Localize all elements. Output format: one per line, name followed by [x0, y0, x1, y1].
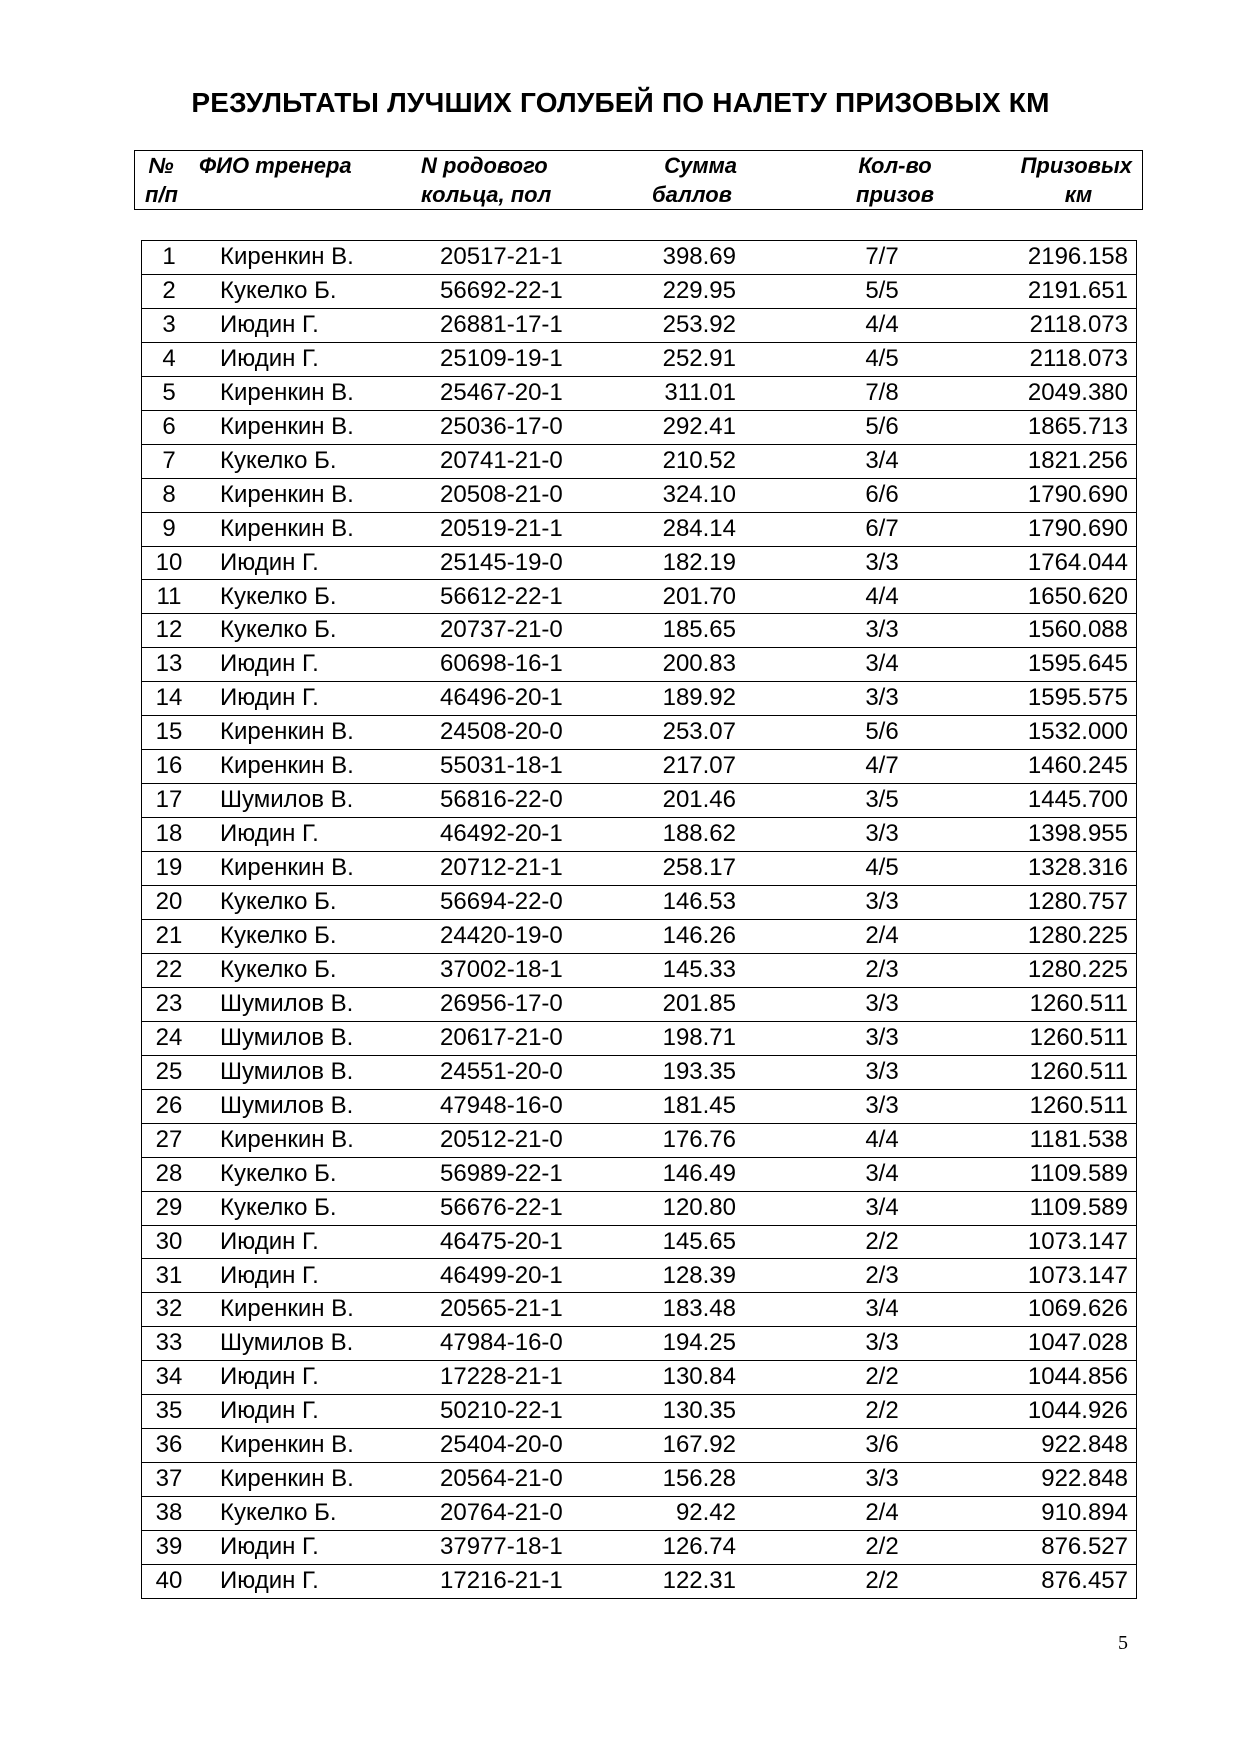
header-num-line1: №: [148, 153, 174, 178]
trainer-name: Июдин Г.: [220, 1363, 319, 1391]
trainer-name: Кукелко Б.: [220, 1193, 337, 1221]
trainer-name: Киренкин В.: [220, 412, 354, 440]
table-row: [142, 411, 1136, 445]
points-sum: 130.35: [662, 1397, 736, 1425]
prize-km: 1595.645: [1027, 650, 1128, 678]
ring-number: 46496-20-1: [440, 684, 563, 712]
points-sum: 92.42: [675, 1499, 736, 1527]
ring-number: 20565-21-1: [440, 1295, 563, 1323]
ring-number: 46499-20-1: [440, 1261, 563, 1289]
points-sum: 252.91: [662, 344, 736, 372]
prizes-count: 3/3: [865, 1057, 899, 1085]
row-number: 5: [162, 378, 176, 406]
points-sum: 201.85: [662, 989, 736, 1017]
header-prizes-line2: призов: [856, 182, 934, 207]
points-sum: 198.71: [662, 1023, 736, 1051]
prizes-count: 4/5: [865, 344, 899, 372]
ring-number: 20508-21-0: [440, 480, 563, 508]
prizes-count: 4/4: [865, 582, 899, 610]
prizes-count: 2/2: [865, 1397, 899, 1425]
prizes-count: 3/3: [865, 616, 899, 644]
trainer-name: Июдин Г.: [220, 1261, 319, 1289]
points-sum: 126.74: [662, 1533, 736, 1561]
prizes-count: 3/4: [865, 1193, 899, 1221]
table-row: [142, 1056, 1136, 1090]
prizes-count: 4/5: [865, 854, 899, 882]
ring-number: 24420-19-0: [440, 922, 563, 949]
ring-number: 50210-22-1: [440, 1397, 563, 1425]
points-sum: 201.70: [662, 582, 736, 610]
points-sum: 130.84: [662, 1363, 736, 1391]
row-number: 36: [155, 1431, 183, 1459]
trainer-name: Киренкин В.: [220, 752, 354, 780]
trainer-name: Киренкин В.: [220, 1295, 354, 1323]
prizes-count: 3/3: [865, 1329, 899, 1357]
header-km-line1: Призовых: [1020, 153, 1132, 178]
prize-km: 922.848: [1041, 1431, 1128, 1459]
header-name: ФИО тренера: [199, 153, 352, 178]
prize-km: 1595.575: [1027, 684, 1128, 712]
table-row: [142, 920, 1136, 954]
results-table: [141, 240, 1137, 1599]
points-sum: 146.49: [662, 1159, 736, 1187]
trainer-name: Июдин Г.: [220, 820, 319, 848]
ring-number: 46492-20-1: [440, 820, 563, 848]
ring-number: 56694-22-0: [440, 888, 563, 916]
trainer-name: Июдин Г.: [220, 1567, 319, 1595]
table-row: [142, 309, 1136, 343]
trainer-name: Киренкин В.: [220, 1431, 354, 1459]
table-row: [142, 682, 1136, 716]
trainer-name: Кукелко Б.: [220, 446, 337, 474]
row-number: 21: [155, 922, 183, 949]
table-row: [142, 1124, 1136, 1158]
trainer-name: Кукелко Б.: [220, 888, 337, 916]
ring-number: 60698-16-1: [440, 650, 563, 678]
prize-km: 1445.700: [1027, 786, 1128, 814]
prize-km: 1280.757: [1027, 888, 1128, 916]
prizes-count: 3/4: [865, 1159, 899, 1187]
prize-km: 1460.245: [1027, 752, 1128, 780]
table-row: [142, 614, 1136, 648]
table-row: [142, 1531, 1136, 1565]
table-row: [142, 648, 1136, 682]
prize-km: 876.527: [1041, 1533, 1128, 1561]
ring-number: 17228-21-1: [440, 1363, 563, 1391]
table-row: [142, 1158, 1136, 1192]
points-sum: 146.26: [662, 922, 736, 949]
trainer-name: Кукелко Б.: [220, 955, 337, 983]
prize-km: 1398.955: [1027, 820, 1128, 848]
points-sum: 292.41: [662, 412, 736, 440]
prize-km: 2118.073: [1029, 344, 1128, 372]
row-number: 31: [155, 1261, 183, 1289]
row-number: 13: [155, 650, 183, 678]
page-number: 5: [1118, 1632, 1128, 1654]
row-number: 25: [155, 1057, 183, 1085]
ring-number: 56676-22-1: [440, 1193, 563, 1221]
ring-number: 56989-22-1: [440, 1159, 563, 1187]
prize-km: 1109.589: [1029, 1159, 1128, 1187]
points-sum: 128.39: [662, 1261, 736, 1289]
points-sum: 200.83: [662, 650, 736, 678]
points-sum: 145.65: [662, 1227, 736, 1255]
trainer-name: Шумилов В.: [220, 989, 354, 1017]
trainer-name: Июдин Г.: [220, 684, 319, 712]
trainer-name: Июдин Г.: [220, 548, 319, 576]
ring-number: 25036-17-0: [440, 412, 563, 440]
prize-km: 2191.651: [1027, 276, 1128, 304]
prizes-count: 5/6: [865, 718, 899, 746]
ring-number: 20712-21-1: [440, 854, 563, 882]
trainer-name: Киренкин В.: [220, 243, 354, 270]
prize-km: 1073.147: [1027, 1227, 1128, 1255]
prizes-count: 4/7: [865, 752, 899, 780]
ring-number: 56816-22-0: [440, 786, 563, 814]
trainer-name: Июдин Г.: [220, 1397, 319, 1425]
row-number: 22: [155, 955, 183, 983]
prizes-count: 3/6: [865, 1431, 899, 1459]
table-row: [142, 1022, 1136, 1056]
table-row: [142, 1429, 1136, 1463]
ring-number: 20764-21-0: [440, 1499, 563, 1527]
ring-number: 25467-20-1: [440, 378, 563, 406]
prizes-count: 7/8: [865, 378, 899, 406]
row-number: 28: [155, 1159, 183, 1187]
table-row: [142, 1327, 1136, 1361]
points-sum: 167.92: [662, 1431, 736, 1459]
header-num-line2: п/п: [145, 182, 178, 207]
row-number: 24: [155, 1023, 183, 1051]
row-number: 26: [155, 1091, 183, 1119]
prizes-count: 2/3: [865, 955, 899, 983]
prizes-count: 2/2: [865, 1533, 899, 1561]
ring-number: 55031-18-1: [440, 752, 563, 780]
ring-number: 37002-18-1: [440, 955, 563, 983]
header-sum-line2: баллов: [652, 182, 732, 207]
table-row: [142, 716, 1136, 750]
trainer-name: Киренкин В.: [220, 1465, 354, 1493]
prize-km: 1260.511: [1029, 1091, 1128, 1119]
trainer-name: Июдин Г.: [220, 344, 319, 372]
points-sum: 189.92: [662, 684, 736, 712]
table-row: [142, 1565, 1136, 1599]
points-sum: 258.17: [662, 854, 736, 882]
ring-number: 56612-22-1: [440, 582, 563, 610]
prize-km: 2049.380: [1027, 378, 1128, 406]
prize-km: 1790.690: [1027, 514, 1128, 542]
row-number: 4: [162, 344, 176, 372]
points-sum: 194.25: [662, 1329, 736, 1357]
ring-number: 25145-19-0: [440, 548, 563, 576]
prize-km: 910.894: [1041, 1499, 1128, 1527]
table-row: [142, 377, 1136, 411]
ring-number: 46475-20-1: [440, 1227, 563, 1255]
prize-km: 1532.000: [1027, 718, 1128, 746]
ring-number: 20737-21-0: [440, 616, 563, 644]
points-sum: 284.14: [662, 514, 736, 542]
ring-number: 47984-16-0: [440, 1329, 563, 1357]
prizes-count: 3/4: [865, 650, 899, 678]
row-number: 8: [162, 480, 176, 508]
prizes-count: 2/2: [865, 1567, 899, 1595]
table-row: [142, 1395, 1136, 1429]
points-sum: 398.69: [662, 243, 736, 270]
points-sum: 181.45: [662, 1091, 736, 1119]
table-row: [142, 1090, 1136, 1124]
trainer-name: Июдин Г.: [220, 1227, 319, 1255]
prize-km: 1260.511: [1029, 989, 1128, 1017]
table-row: [142, 275, 1136, 309]
prize-km: 1821.256: [1027, 446, 1128, 474]
prize-km: 1280.225: [1027, 922, 1128, 949]
table-row: [142, 547, 1136, 581]
row-number: 3: [162, 310, 176, 338]
prize-km: 1044.856: [1027, 1363, 1128, 1391]
trainer-name: Шумилов В.: [220, 1091, 354, 1119]
trainer-name: Июдин Г.: [220, 650, 319, 678]
row-number: 27: [155, 1125, 183, 1153]
table-row: [142, 954, 1136, 988]
prize-km: 1764.044: [1027, 548, 1128, 576]
prize-km: 1109.589: [1029, 1193, 1128, 1221]
table-row: [142, 1463, 1136, 1497]
row-number: 37: [155, 1465, 183, 1493]
table-row: [142, 581, 1136, 615]
trainer-name: Шумилов В.: [220, 786, 354, 814]
trainer-name: Июдин Г.: [220, 310, 319, 338]
table-row: [142, 750, 1136, 784]
trainer-name: Шумилов В.: [220, 1329, 354, 1357]
ring-number: 26881-17-1: [440, 310, 563, 338]
points-sum: 183.48: [662, 1295, 736, 1323]
points-sum: 324.10: [662, 480, 736, 508]
prizes-count: 3/5: [865, 786, 899, 814]
prize-km: 1260.511: [1029, 1023, 1128, 1051]
prize-km: 1260.511: [1029, 1057, 1128, 1085]
trainer-name: Кукелко Б.: [220, 1499, 337, 1527]
prize-km: 1280.225: [1027, 955, 1128, 983]
trainer-name: Шумилов В.: [220, 1023, 354, 1051]
trainer-name: Киренкин В.: [220, 514, 354, 542]
prize-km: 1073.147: [1027, 1261, 1128, 1289]
table-row: [142, 1497, 1136, 1531]
row-number: 15: [155, 718, 183, 746]
prize-km: 2196.158: [1027, 243, 1128, 270]
table-row: [142, 988, 1136, 1022]
ring-number: 26956-17-0: [440, 989, 563, 1017]
row-number: 10: [155, 548, 183, 576]
table-row: [142, 818, 1136, 852]
table-row: [142, 886, 1136, 920]
points-sum: 311.01: [664, 378, 736, 406]
row-number: 9: [162, 514, 176, 542]
trainer-name: Июдин Г.: [220, 1533, 319, 1561]
row-number: 7: [162, 446, 176, 474]
prizes-count: 3/3: [865, 1023, 899, 1051]
row-number: 16: [155, 752, 183, 780]
prizes-count: 3/4: [865, 1295, 899, 1323]
ring-number: 17216-21-1: [440, 1567, 563, 1595]
table-row: [142, 852, 1136, 886]
ring-number: 20517-21-1: [440, 243, 563, 270]
prizes-count: 4/4: [865, 1125, 899, 1153]
table-row: [142, 1192, 1136, 1226]
ring-number: 47948-16-0: [440, 1091, 563, 1119]
header-km-line2: км: [1064, 182, 1093, 207]
ring-number: 20512-21-0: [440, 1125, 563, 1153]
points-sum: 146.53: [662, 888, 736, 916]
row-number: 38: [155, 1499, 183, 1527]
prizes-count: 3/3: [865, 989, 899, 1017]
prizes-count: 2/2: [865, 1227, 899, 1255]
prize-km: 1650.620: [1027, 582, 1128, 610]
trainer-name: Кукелко Б.: [220, 582, 337, 610]
row-number: 29: [155, 1193, 183, 1221]
points-sum: 193.35: [662, 1057, 736, 1085]
trainer-name: Киренкин В.: [220, 480, 354, 508]
row-number: 35: [155, 1397, 183, 1425]
prize-km: 876.457: [1041, 1567, 1128, 1595]
header-ring-line1: N родового: [421, 153, 548, 178]
row-number: 17: [155, 786, 183, 814]
prizes-count: 3/3: [865, 888, 899, 916]
points-sum: 217.07: [662, 752, 736, 780]
row-number: 23: [155, 989, 183, 1017]
row-number: 40: [155, 1567, 183, 1595]
row-number: 14: [155, 684, 183, 712]
trainer-name: Киренкин В.: [220, 378, 354, 406]
table-row: [142, 445, 1136, 479]
row-number: 34: [155, 1363, 183, 1391]
trainer-name: Кукелко Б.: [220, 276, 337, 304]
prize-km: 1865.713: [1027, 412, 1128, 440]
points-sum: 120.80: [662, 1193, 736, 1221]
trainer-name: Киренкин В.: [220, 718, 354, 746]
row-number: 18: [155, 820, 183, 848]
points-sum: 156.28: [662, 1465, 736, 1493]
trainer-name: Кукелко Б.: [220, 1159, 337, 1187]
table-header: [134, 150, 1143, 210]
points-sum: 122.31: [662, 1567, 736, 1595]
row-number: 30: [155, 1227, 183, 1255]
ring-number: 20519-21-1: [440, 514, 563, 542]
prizes-count: 3/3: [865, 1091, 899, 1119]
prizes-count: 6/6: [865, 480, 899, 508]
ring-number: 56692-22-1: [440, 276, 563, 304]
trainer-name: Кукелко Б.: [220, 616, 337, 644]
table-row: [142, 784, 1136, 818]
points-sum: 176.76: [662, 1125, 736, 1153]
ring-number: 24551-20-0: [440, 1057, 563, 1085]
prize-km: 1790.690: [1027, 480, 1128, 508]
prizes-count: 3/3: [865, 820, 899, 848]
table-row: [142, 1226, 1136, 1260]
ring-number: 37977-18-1: [440, 1533, 563, 1561]
row-number: 1: [162, 243, 176, 270]
prizes-count: 4/4: [865, 310, 899, 338]
prizes-count: 3/3: [865, 1465, 899, 1493]
row-number: 12: [155, 616, 183, 644]
prize-km: 1047.028: [1027, 1329, 1128, 1357]
header-sum-line1: Сумма: [664, 153, 737, 178]
prizes-count: 5/5: [865, 276, 899, 304]
prizes-count: 3/3: [865, 684, 899, 712]
prize-km: 1560.088: [1027, 616, 1128, 644]
trainer-name: Киренкин В.: [220, 1125, 354, 1153]
prizes-count: 2/3: [865, 1261, 899, 1289]
table-row: [142, 479, 1136, 513]
ring-number: 25404-20-0: [440, 1431, 563, 1459]
page-title: РЕЗУЛЬТАТЫ ЛУЧШИХ ГОЛУБЕЙ ПО НАЛЕТУ ПРИЗОВЫХ КМ: [191, 87, 1050, 118]
points-sum: 201.46: [662, 786, 736, 814]
points-sum: 185.65: [662, 616, 736, 644]
ring-number: 25109-19-1: [440, 344, 563, 372]
header-ring-line2: кольца, пол: [421, 182, 552, 207]
row-number: 2: [162, 276, 176, 304]
row-number: 19: [155, 854, 183, 882]
trainer-name: Кукелко Б.: [220, 922, 337, 949]
points-sum: 229.95: [662, 276, 736, 304]
row-number: 32: [155, 1295, 183, 1323]
ring-number: 20741-21-0: [440, 446, 563, 474]
prizes-count: 2/4: [865, 922, 899, 949]
prize-km: 1044.926: [1027, 1397, 1128, 1425]
prizes-count: 3/3: [865, 548, 899, 576]
table-row: [142, 1293, 1136, 1327]
prizes-count: 2/4: [865, 1499, 899, 1527]
row-number: 39: [155, 1533, 183, 1561]
row-number: 20: [155, 888, 183, 916]
prize-km: 1181.538: [1029, 1125, 1128, 1153]
trainer-name: Киренкин В.: [220, 854, 354, 882]
ring-number: 20564-21-0: [440, 1465, 563, 1493]
prizes-count: 5/6: [865, 412, 899, 440]
table-row: [142, 1361, 1136, 1395]
points-sum: 253.92: [662, 310, 736, 338]
points-sum: 145.33: [662, 955, 736, 983]
points-sum: 253.07: [662, 718, 736, 746]
ring-number: 20617-21-0: [440, 1023, 563, 1051]
prize-km: 1069.626: [1027, 1295, 1128, 1323]
row-number: 6: [162, 412, 176, 440]
ring-number: 24508-20-0: [440, 718, 563, 746]
prize-km: 1328.316: [1027, 854, 1128, 882]
points-sum: 210.52: [662, 446, 736, 474]
prizes-count: 7/7: [865, 243, 899, 270]
trainer-name: Шумилов В.: [220, 1057, 354, 1085]
header-prizes-line1: Кол-во: [858, 153, 932, 178]
row-number: 11: [156, 582, 182, 610]
prize-km: 2118.073: [1029, 310, 1128, 338]
prizes-count: 2/2: [865, 1363, 899, 1391]
table-row: [142, 1260, 1136, 1294]
table-row: [142, 241, 1136, 275]
table-row: [142, 343, 1136, 377]
prizes-count: 6/7: [865, 514, 899, 542]
points-sum: 182.19: [662, 548, 736, 576]
prize-km: 922.848: [1041, 1465, 1128, 1493]
prizes-count: 3/4: [865, 446, 899, 474]
row-number: 33: [155, 1329, 183, 1357]
table-row: [142, 513, 1136, 547]
points-sum: 188.62: [662, 820, 736, 848]
